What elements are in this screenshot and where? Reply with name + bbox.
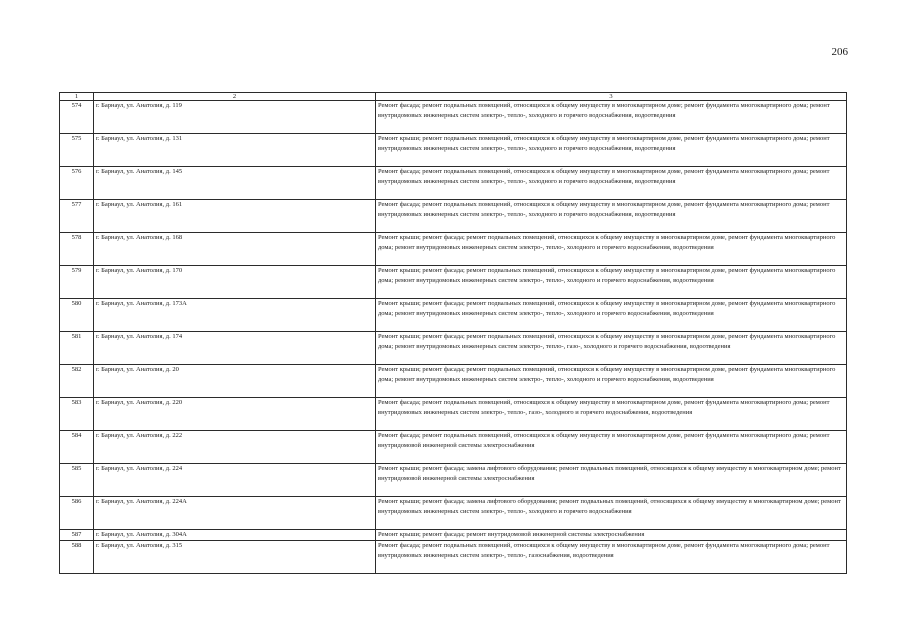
row-works: Ремонт фасада; ремонт подвальных помещений, относящихся к общему имуществу в многоквартирном доме, ремонт фундамента многоквартирного дома; ремонт внутридомовой инженерной системы электроснабжения: [376, 431, 847, 464]
row-address: г. Барнаул, ул. Анатолия, д. 224А: [94, 497, 376, 530]
table-row: [60, 497, 847, 530]
row-number: 583: [60, 398, 94, 431]
column-header-number: 1: [60, 93, 94, 101]
table-row: [60, 398, 847, 431]
row-number: 580: [60, 299, 94, 332]
row-works: Ремонт крыши; ремонт фасада; ремонт подвальных помещений, относящихся к общему имуществу в многоквартирном доме, ремонт фундамента многоквартирного дома; ремонт внутридомовых инженерных систем электро-, тепло-, газо-, холодного и горячего водоснабжения, водоотведения: [376, 332, 847, 365]
row-number: 578: [60, 233, 94, 266]
row-address: г. Барнаул, ул. Анатолия, д. 161: [94, 200, 376, 233]
table-row: [60, 101, 847, 134]
row-works: Ремонт фасада; ремонт подвальных помещений, относящихся к общему имуществу в многоквартирном доме, ремонт фундамента многоквартирного дома; ремонт внутридомовых инженерных систем электро-, тепло-, холодного и горячего водоснабжения, водоотведения: [376, 200, 847, 233]
row-number: 588: [60, 541, 94, 574]
row-address: г. Барнаул, ул. Анатолия, д. 168: [94, 233, 376, 266]
row-number: 577: [60, 200, 94, 233]
table-row: [60, 266, 847, 299]
row-number: 576: [60, 167, 94, 200]
row-address: г. Барнаул, ул. Анатолия, д. 174: [94, 332, 376, 365]
row-works: Ремонт крыши; ремонт фасада; ремонт внутридомовой инженерной системы электроснабжения: [376, 530, 847, 541]
row-works: Ремонт крыши; ремонт фасада; замена лифтового оборудования; ремонт подвальных помещений, относящихся к общему имуществу в многоквартирном доме; ремонт внутридомовой инженерной системы электроснабжения: [376, 464, 847, 497]
row-works: Ремонт крыши; ремонт фасада; ремонт подвальных помещений, относящихся к общему имуществу в многоквартирном доме, ремонт фундамента многоквартирного дома; ремонт внутридомовых инженерных систем электро-, тепло-, холодного и горячего водоснабжения, водоотведения: [376, 233, 847, 266]
table-row: [60, 464, 847, 497]
row-address: г. Барнаул, ул. Анатолия, д. 131: [94, 134, 376, 167]
column-header-address: 2: [94, 93, 376, 101]
row-number: 579: [60, 266, 94, 299]
row-number: 585: [60, 464, 94, 497]
table-row: [60, 332, 847, 365]
row-address: г. Барнаул, ул. Анатолия, д. 173А: [94, 299, 376, 332]
row-number: 584: [60, 431, 94, 464]
row-address: г. Барнаул, ул. Анатолия, д. 304А: [94, 530, 376, 541]
page-number: 206: [831, 46, 848, 58]
row-address: г. Барнаул, ул. Анатолия, д. 222: [94, 431, 376, 464]
row-works: Ремонт фасада; ремонт подвальных помещений, относящихся к общему имуществу в многоквартирном доме; ремонт фундамента многоквартирного дома; ремонт внутридомовых инженерных систем электро-, тепло-, холодного и горячего водоснабжения, водоотведения: [376, 101, 847, 134]
row-number: 586: [60, 497, 94, 530]
row-address: г. Барнаул, ул. Анатолия, д. 119: [94, 101, 376, 134]
row-number: 581: [60, 332, 94, 365]
row-address: г. Барнаул, ул. Анатолия, д. 145: [94, 167, 376, 200]
table-row: [60, 167, 847, 200]
row-address: г. Барнаул, ул. Анатолия, д. 224: [94, 464, 376, 497]
row-address: г. Барнаул, ул. Анатолия, д. 315: [94, 541, 376, 574]
row-works: Ремонт крыши; ремонт фасада; ремонт подвальных помещений, относящихся к общему имуществу в многоквартирном доме, ремонт фундамента многоквартирного дома; ремонт внутридомовых инженерных систем электро-, тепло-, холодного и горячего водоснабжения, водоотведения: [376, 299, 847, 332]
row-works: Ремонт крыши; ремонт фасада; замена лифтового оборудования; ремонт подвальных помещений, относящихся к общему имуществу в многоквартирном доме; ремонт внутридомовых инженерных систем электро-, тепло-, холодного и горячего водоснабжения: [376, 497, 847, 530]
address-works-table: [59, 92, 847, 574]
row-works: Ремонт фасада; ремонт подвальных помещений, относящихся к общему имуществу в многоквартирном доме, ремонт фундамента многоквартирного дома; ремонт внутридомовых инженерных систем электро-, тепло-, газо-, холодного и горячего водоснабжения, водоотведения: [376, 398, 847, 431]
table-row: [60, 365, 847, 398]
row-address: г. Барнаул, ул. Анатолия, д. 20: [94, 365, 376, 398]
row-number: 582: [60, 365, 94, 398]
row-address: г. Барнаул, ул. Анатолия, д. 220: [94, 398, 376, 431]
table-row: [60, 134, 847, 167]
row-works: Ремонт фасада; ремонт подвальных помещений, относящихся к общему имуществу в многоквартирном доме, ремонт фундамента многоквартирного дома; ремонт внутридомовых инженерных систем электро-, тепло-, газоснабжения, водоотведения: [376, 541, 847, 574]
row-number: 587: [60, 530, 94, 541]
table-row: [60, 541, 847, 574]
row-works: Ремонт крыши; ремонт фасада; ремонт подвальных помещений, относящихся к общему имуществу в многоквартирном доме, ремонт фундамента многоквартирного дома; ремонт внутридомовых инженерных систем электро-, тепло-, холодного и горячего водоснабжения, водоотведения: [376, 266, 847, 299]
row-works: Ремонт фасада; ремонт подвальных помещений, относящихся к общему имуществу в многоквартирном доме, ремонт фундамента многоквартирного дома; ремонт внутридомовых инженерных систем электро-, тепло-, холодного и горячего водоснабжения, водоотведения: [376, 167, 847, 200]
row-works: Ремонт крыши; ремонт подвальных помещений, относящихся к общему имуществу в многоквартирном доме, ремонт фундамента многоквартирного дома; ремонт внутридомовых инженерных систем электро-, тепло-, холодного и горячего водоснабжения, водоотведения: [376, 134, 847, 167]
table-row: [60, 200, 847, 233]
table-row: [60, 431, 847, 464]
table-row: [60, 233, 847, 266]
column-header-works: 3: [376, 93, 847, 101]
row-number: 574: [60, 101, 94, 134]
row-address: г. Барнаул, ул. Анатолия, д. 170: [94, 266, 376, 299]
table-header-row: [60, 93, 847, 101]
row-works: Ремонт крыши; ремонт фасада; ремонт подвальных помещений, относящихся к общему имуществу в многоквартирном доме, ремонт фундамента многоквартирного дома; ремонт внутридомовых инженерных систем электро-, тепло-, холодного и горячего водоснабжения, водоотведения: [376, 365, 847, 398]
row-number: 575: [60, 134, 94, 167]
table-row: [60, 299, 847, 332]
table-row: [60, 530, 847, 541]
